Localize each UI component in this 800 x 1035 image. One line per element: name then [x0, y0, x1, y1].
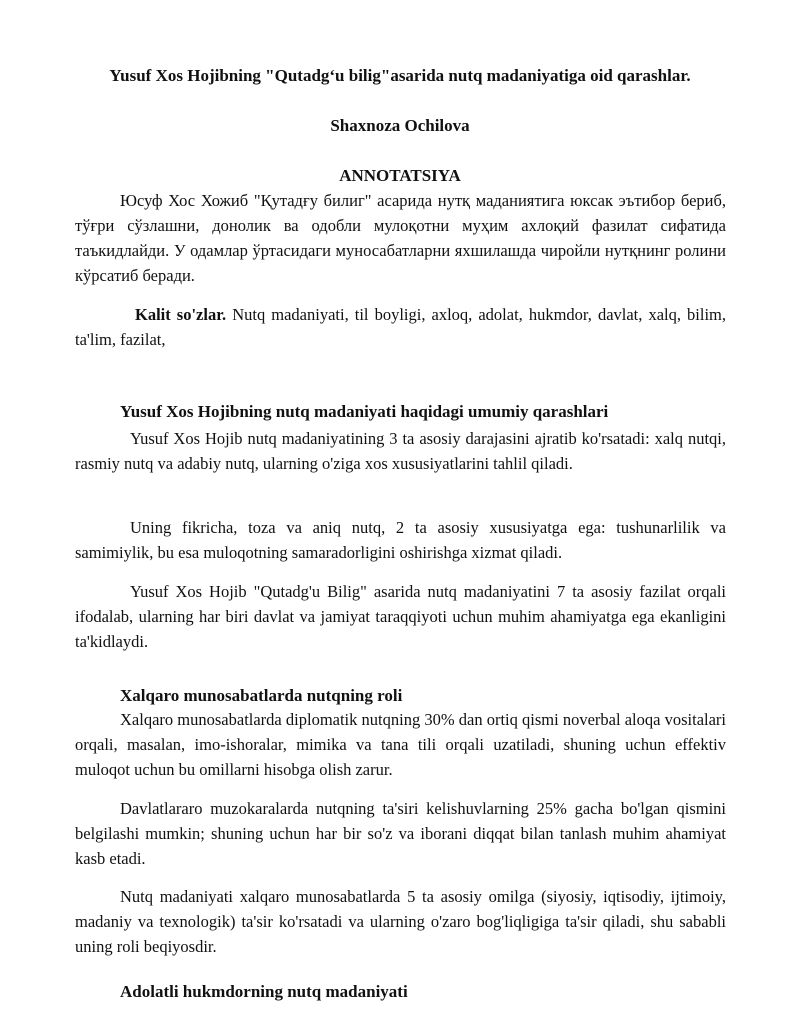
annotation-text: Юсуф Хос Хожиб "Қутадғу билиг" асарида нутқ маданиятига юксак эътибор бериб, тўғри сўзлашни, донолик ва одобли мулоқотни муҳим ахлоқий фазилат сифатида таъкидлайди. У одамлар ўртасидаги муносабатларни яхшилашда чиройли нутқнинг ролини кўрсатиб беради.: [75, 191, 726, 285]
keywords-paragraph: [75, 302, 726, 352]
section-heading-international-relations: Xalqaro munosabatlarda nutqning roli: [120, 686, 403, 705]
section2-paragraph-3: Nutq madaniyati xalqaro munosabatlarda 5 ta asosiy omilga (siyosiy, iqtisodiy, ijtimoiy, madaniy va texnologik) ta'sir ko'rsatadi va ularning o'zaro bog'liqligiga ta'sir qiladi, shu sababli uning roli beqiyosdir.: [75, 887, 726, 956]
section1-paragraph-2: Uning fikricha, toza va aniq nutq, 2 ta asosiy xususiyatga ega: tushunarlilik va samimiylik, bu esa muloqotning samaradorligini oshirishga xizmat qiladi.: [75, 518, 726, 562]
section1-paragraph-1: Yusuf Xos Hojib nutq madaniyatining 3 ta asosiy darajasini ajratib ko'rsatadi: xalq nutqi, rasmiy nutq va adabiy nutq, ularning o'ziga xos xususiyatlarini tahlil qiladi.: [75, 429, 726, 473]
document-title: Yusuf Xos Hojibning "Qutadg‘u bilig"asarida nutq madaniyatiga oid qarashlar.: [109, 66, 691, 85]
keywords-text: Nutq madaniyati, til boyligi, axloq, adolat, hukmdor, davlat, xalq, bilim, ta'lim, fazilat,: [75, 305, 726, 349]
section2-paragraph-2: Davlatlararo muzokaralarda nutqning ta'siri kelishuvlarning 25% gacha bo'lgan qismini belgilashi mumkin; shuning uchun har bir so'z va iborani diqqat bilan tanlash muhim ahamiyat kasb etadi.: [75, 799, 726, 868]
annotation-heading: ANNOTATSIYA: [339, 166, 461, 185]
section1-paragraph-3: Yusuf Xos Hojib "Qutadg'u Bilig" asarida nutq madaniyatini 7 ta asosiy fazilat orqali ifodalab, ularning har biri davlat va jamiyat taraqqiyoti uchun muhim ahamiyatga ega ekanligini ta'kidlaydi.: [75, 582, 726, 651]
section-heading-general-views: Yusuf Xos Hojibning nutq madaniyati haqidagi umumiy qarashlari: [120, 402, 609, 421]
section2-paragraph-1: Xalqaro munosabatlarda diplomatik nutqning 30% dan ortiq qismi noverbal aloqa vositalari orqali, masalan, imo-ishoralar, mimika va tana tili orqali uzatiladi, shuning uchun effektiv muloqot uchun bu omillarni hisobga olish zarur.: [75, 710, 726, 779]
keywords-label: Kalit so'zlar.: [135, 305, 227, 324]
section-heading-just-ruler: Adolatli hukmdorning nutq madaniyati: [120, 982, 408, 1001]
author-name: Shaxnoza Ochilova: [330, 116, 470, 135]
